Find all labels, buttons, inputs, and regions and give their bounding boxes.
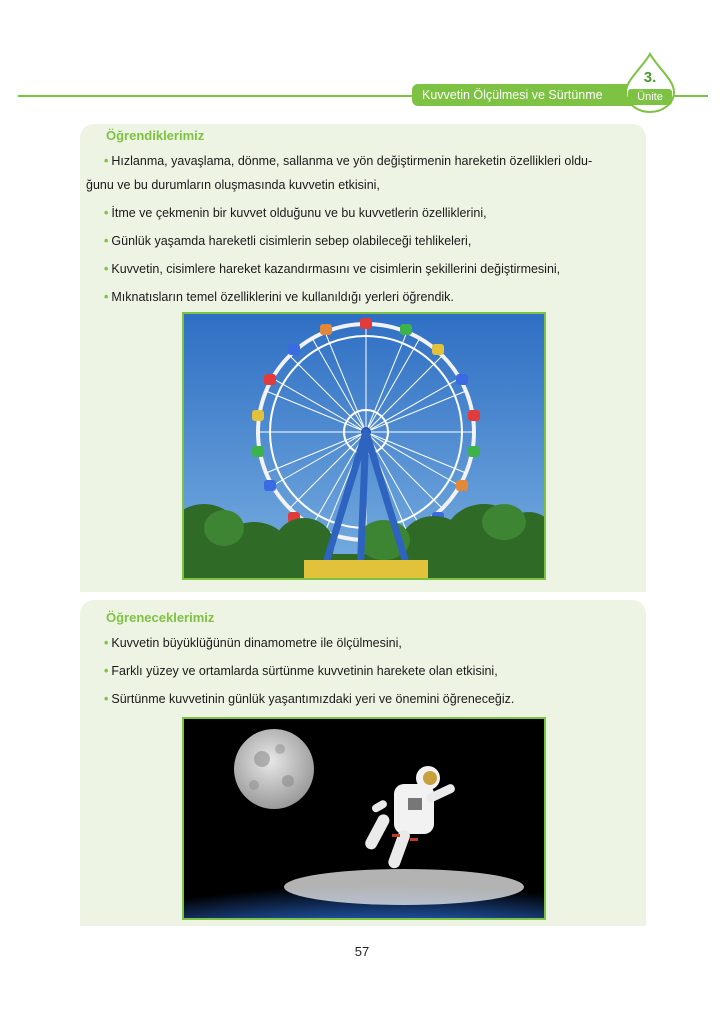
bullet-icon: • [104, 154, 109, 168]
unit-number: 3. [643, 69, 657, 86]
learned-item-2: • İtme ve çekmenin bir kuvvet olduğunu ve bu kuvvetlerin özelliklerini, [104, 206, 487, 220]
astronaut-photo [182, 717, 546, 920]
learned-item-1-cont: ğunu ve bu durumların oluşmasında kuvvetin etkisini, [86, 178, 380, 192]
learned-title: Öğrendiklerimiz [106, 128, 205, 143]
learned-item-1: • Hızlanma, yavaşlama, dönme, sallanma ve yön değiştirmenin hareketin özellikleri oldu- [104, 154, 593, 168]
bullet-icon: • [104, 262, 109, 276]
bullet-icon: • [104, 290, 109, 304]
bullet-icon: • [104, 206, 109, 220]
learned-item-5: • Mıknatısların temel özelliklerini ve kullanıldığı yerleri öğrendik. [104, 290, 454, 304]
bullet-icon: • [104, 664, 109, 678]
bullet-icon: • [104, 692, 109, 706]
learned-item-4: • Kuvvetin, cisimlere hareket kazandırmasını ve cisimlerin şekillerini değiştirmesini, [104, 262, 561, 276]
unit-badge [622, 52, 678, 114]
to-learn-item-1: • Kuvvetin büyüklüğünün dinamometre ile ölçülmesini, [104, 636, 402, 650]
chapter-title: Kuvvetin Ölçülmesi ve Sürtünme [412, 84, 636, 106]
unit-label: Ünite [628, 89, 672, 105]
bullet-icon: • [104, 234, 109, 248]
to-learn-item-2: • Farklı yüzey ve ortamlarda sürtünme kuvvetinin harekete olan etkisini, [104, 664, 498, 678]
ferris-wheel-image [184, 314, 544, 578]
to-learn-item-3: • Sürtünme kuvvetinin günlük yaşantımızdaki yeri ve önemini öğreneceğiz. [104, 692, 515, 706]
to-learn-title: Öğreneceklerimiz [106, 610, 215, 625]
bullet-icon: • [104, 636, 109, 650]
page-number: 57 [354, 944, 370, 959]
learned-item-3: • Günlük yaşamda hareketli cisimlerin sebep olabileceği tehlikeleri, [104, 234, 472, 248]
ferris-wheel-photo [182, 312, 546, 580]
astronaut-image [184, 719, 544, 918]
